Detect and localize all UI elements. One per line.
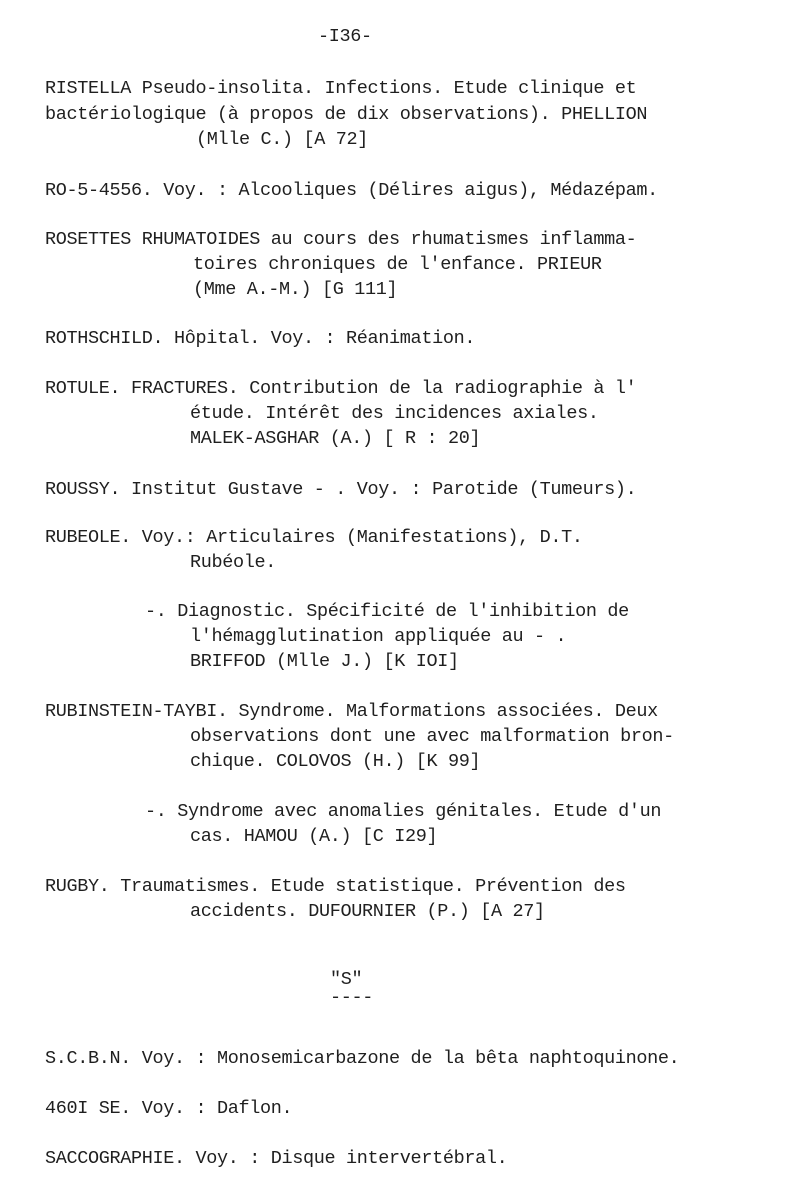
entry-ristella-line-2: bactériologique (à propos de dix observations). PHELLION (45, 104, 648, 125)
entry-rugby-line-1: RUGBY. Traumatismes. Etude statistique. Prévention des (45, 876, 626, 897)
entry-rubinstein-taybi-line-2: observations dont une avec malformation bron- (190, 726, 674, 747)
entry-ro-5-4556: RO-5-4556. Voy. : Alcooliques (Délires aigus), Médazépam. (45, 180, 658, 201)
entry-ristella-line-3: (Mlle C.) [A 72] (196, 129, 369, 150)
entry-rubinstein-taybi-line-3: chique. COLOVOS (H.) [K 99] (190, 751, 481, 772)
subentry-rubinstein-taybi-syndrome-line-2: cas. HAMOU (A.) [C I29] (190, 826, 438, 847)
entry-rotule-line-2: étude. Intérêt des incidences axiales. (190, 403, 599, 424)
entry-rubinstein-taybi-line-1: RUBINSTEIN-TAYBI. Syndrome. Malformations associées. Deux (45, 701, 658, 722)
entry-rosettes-line-3: (Mme A.-M.) [G 111] (193, 279, 398, 300)
entry-rotule-line-3: MALEK-ASGHAR (A.) [ R : 20] (190, 428, 481, 449)
entry-saccographie: SACCOGRAPHIE. Voy. : Disque intervertébral. (45, 1148, 508, 1169)
entry-rubeole-line-2: Rubéole. (190, 552, 277, 573)
subentry-rubeole-diagnostic-line-3: BRIFFOD (Mlle J.) [K IOI] (190, 651, 459, 672)
entry-rugby-line-2: accidents. DUFOURNIER (P.) [A 27] (190, 901, 545, 922)
entry-scbn: S.C.B.N. Voy. : Monosemicarbazone de la bêta naphtoquinone. (45, 1048, 680, 1069)
entry-4601-se: 460I SE. Voy. : Daflon. (45, 1098, 293, 1119)
entry-rubeole-line-1: RUBEOLE. Voy.: Articulaires (Manifestations), D.T. (45, 527, 583, 548)
entry-rosettes-line-2: toires chroniques de l'enfance. PRIEUR (193, 254, 602, 275)
subentry-rubeole-diagnostic-line-1: -. Diagnostic. Spécificité de l'inhibition de (145, 601, 629, 622)
entry-roussy: ROUSSY. Institut Gustave - . Voy. : Parotide (Tumeurs). (45, 479, 637, 500)
page-number: -I36- (318, 26, 372, 47)
section-heading-s: "S" (330, 969, 363, 990)
section-heading-underline: ---- (330, 987, 374, 1008)
entry-rotule-line-1: ROTULE. FRACTURES. Contribution de la radiographie à l' (45, 378, 637, 399)
entry-rothschild: ROTHSCHILD. Hôpital. Voy. : Réanimation. (45, 328, 476, 349)
subentry-rubinstein-taybi-syndrome-line-1: -. Syndrome avec anomalies génitales. Etude d'un (145, 801, 662, 822)
subentry-rubeole-diagnostic-line-2: l'hémagglutination appliquée au - . (190, 626, 567, 647)
entry-ristella-line-1: RISTELLA Pseudo-insolita. Infections. Etude clinique et (45, 78, 637, 99)
entry-rosettes-line-1: ROSETTES RHUMATOIDES au cours des rhumatismes inflamma- (45, 229, 637, 250)
